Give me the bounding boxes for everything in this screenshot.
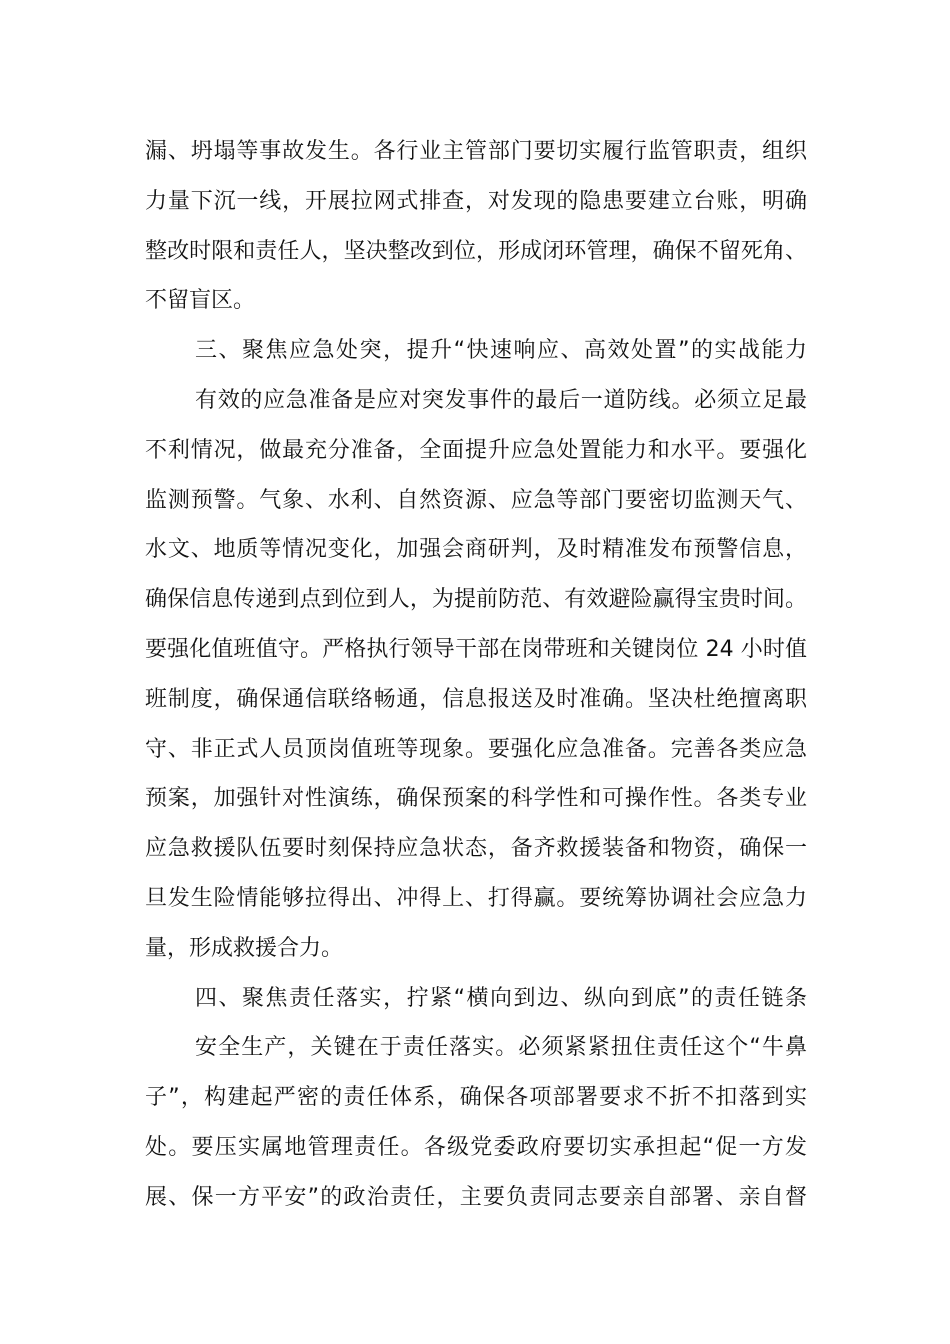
section-heading: 四、聚焦责任落实，拧紧“横向到边、纵向到底”的责任链条 bbox=[195, 985, 807, 1011]
text-line: 守、非正式人员顶岗值班等现象。要强化应急准备。完善各类应急 bbox=[145, 736, 807, 762]
text-line: 监测预警。气象、水利、自然资源、应急等部门要密切监测天气、 bbox=[145, 487, 807, 513]
text-line: 预案，加强针对性演练，确保预案的科学性和可操作性。各类专业 bbox=[145, 786, 807, 812]
text-line: 展、保一方平安”的政治责任，主要负责同志要亲自部署、亲自督 bbox=[145, 1184, 807, 1210]
text-line: 安全生产，关键在于责任落实。必须紧紧扭住责任这个“牛鼻 bbox=[195, 1035, 807, 1061]
text-line: 力量下沉一线，开展拉网式排查，对发现的隐患要建立台账，明确 bbox=[145, 188, 807, 214]
text-line: 班制度，确保通信联络畅通，信息报送及时准确。坚决杜绝擅离职 bbox=[145, 686, 807, 712]
text-line: 旦发生险情能够拉得出、冲得上、打得赢。要统筹协调社会应急力 bbox=[145, 885, 807, 911]
text-line: 有效的应急准备是应对突发事件的最后一道防线。必须立足最 bbox=[195, 387, 807, 413]
text-line: 应急救援队伍要时刻保持应急状态，备齐救援装备和物资，确保一 bbox=[145, 836, 807, 862]
text-line: 量，形成救援合力。 bbox=[145, 935, 344, 961]
text-line: 确保信息传递到点到位到人，为提前防范、有效避险赢得宝贵时间。 bbox=[145, 587, 807, 613]
text-line: 不利情况，做最充分准备，全面提升应急处置能力和水平。要强化 bbox=[145, 437, 807, 463]
text-line: 子”，构建起严密的责任体系，确保各项部署要求不折不扣落到实 bbox=[145, 1085, 807, 1111]
section-heading: 三、聚焦应急处突，提升“快速响应、高效处置”的实战能力 bbox=[195, 338, 807, 364]
text-line: 漏、坍塌等事故发生。各行业主管部门要切实履行监管职责，组织 bbox=[145, 139, 807, 164]
document-body bbox=[145, 127, 807, 1223]
text-line: 不留盲区。 bbox=[145, 288, 256, 314]
text-line: 处。要压实属地管理责任。各级党委政府要切实承担起“促一方发 bbox=[145, 1134, 807, 1160]
text-line: 要强化值班值守。严格执行领导干部在岗带班和关键岗位 24 小时值 bbox=[145, 636, 807, 662]
text-line: 整改时限和责任人，坚决整改到位，形成闭环管理，确保不留死角、 bbox=[145, 238, 807, 264]
text-line: 水文、地质等情况变化，加强会商研判，及时精准发布预警信息， bbox=[145, 537, 807, 563]
